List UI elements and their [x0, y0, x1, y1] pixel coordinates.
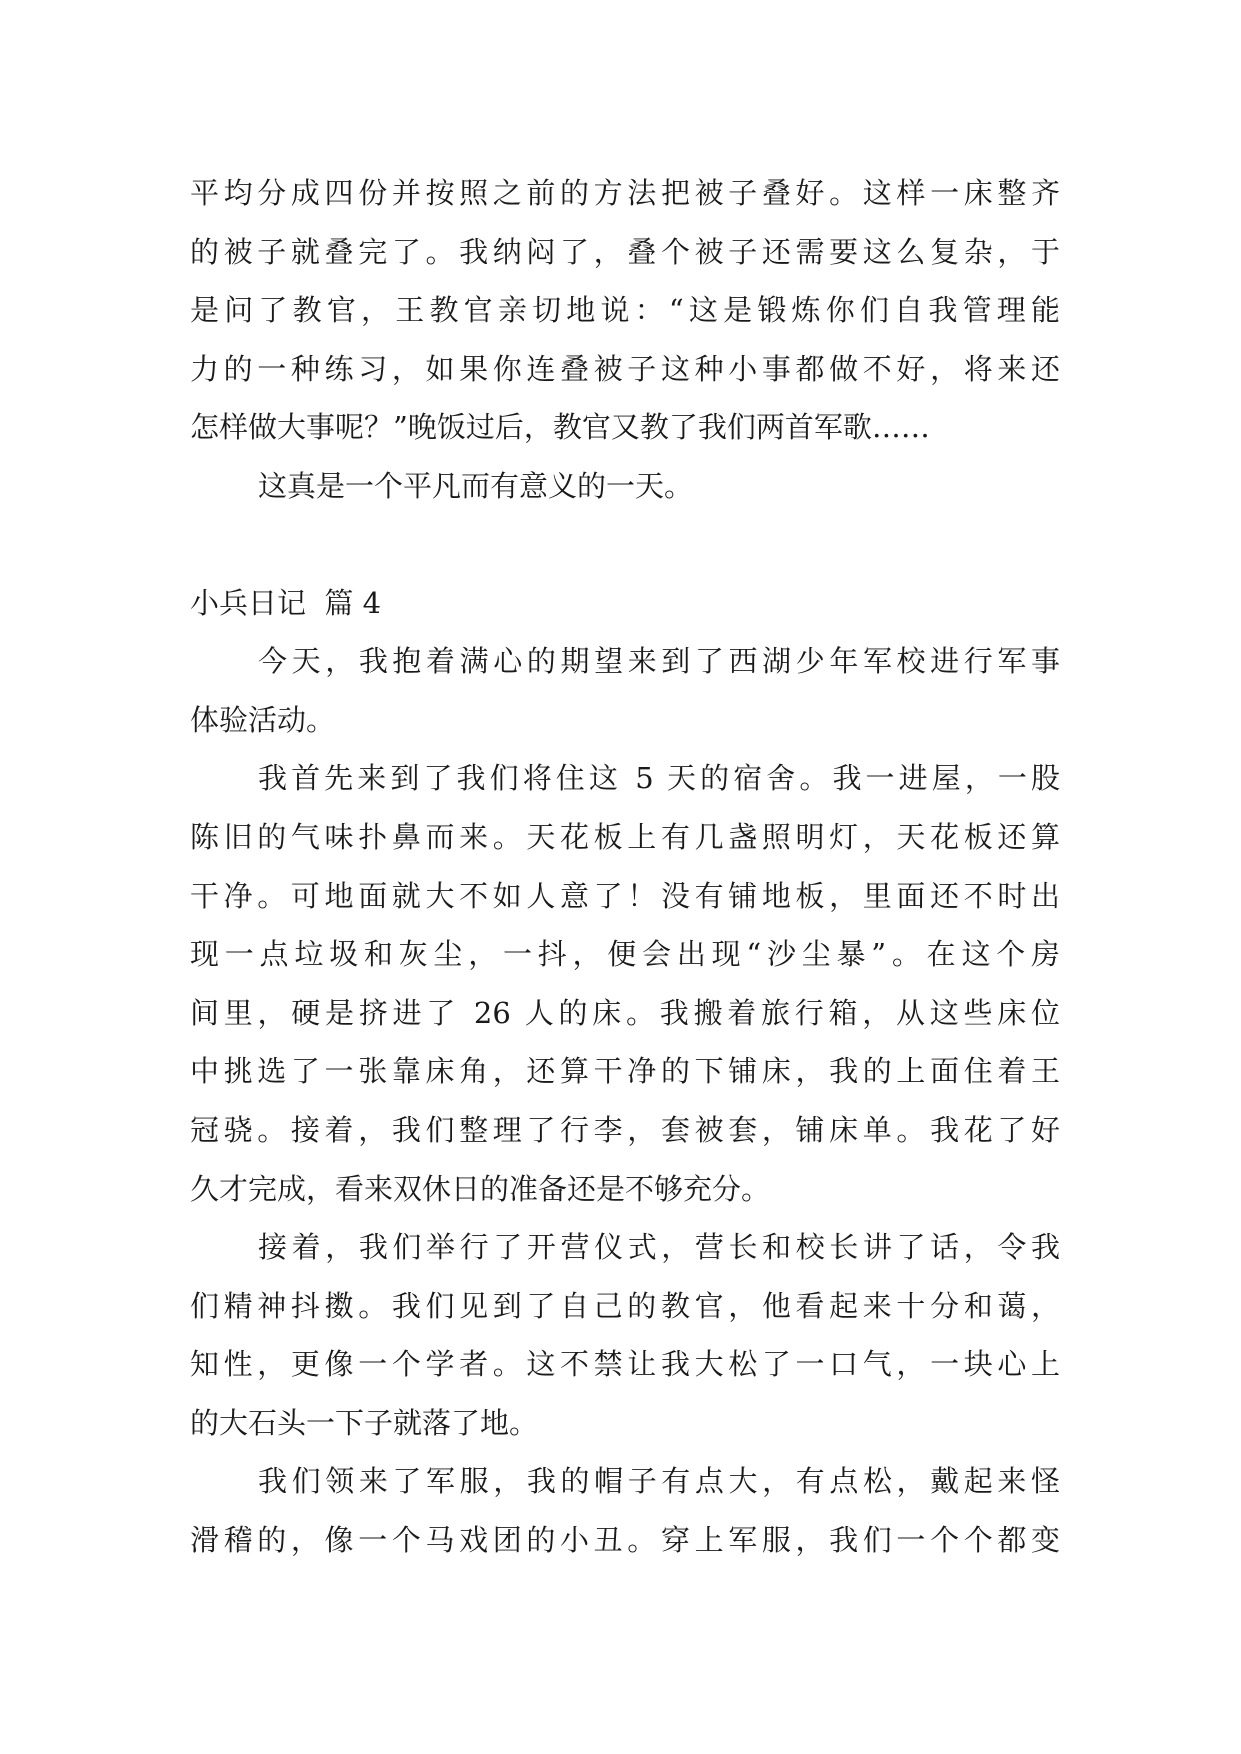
paragraph-3 [190, 1218, 1060, 1452]
text-line: 们精神抖擞。我们见到了自己的教官，他看起来十分和蔼， [190, 1288, 1060, 1323]
text-line: 间里，硬是挤进了 26 人的床。我搬着旅行箱，从这些床位 [190, 995, 1060, 1030]
paragraph-4 [190, 1452, 1060, 1569]
closing-line: 这真是一个平凡而有意义的一天。 [258, 468, 694, 503]
paragraph-1 [190, 632, 1060, 749]
text-line: 中挑选了一张靠床角，还算干净的下铺床，我的上面住着王 [190, 1054, 1060, 1089]
text-line: 陈旧的气味扑鼻而来。天花板上有几盏照明灯，天花板还算 [190, 819, 1060, 854]
section-gap [190, 516, 1060, 574]
text-line: 我们领来了军服，我的帽子有点大，有点松，戴起来怪 [258, 1464, 1060, 1499]
text-line: 接着，我们举行了开营仪式，营长和校长讲了话，令我 [258, 1230, 1060, 1265]
top-paragraph [190, 164, 1060, 457]
text-line: 是问了教官，王教官亲切地说：“这是锻炼你们自我管理能 [190, 293, 1060, 328]
text-line: 干净。可地面就大不如人意了！没有铺地板，里面还不时出 [190, 878, 1060, 913]
section-title: 小兵日记 篇 4 [190, 585, 382, 620]
text-line: 我首先来到了我们将住这 5 天的宿舍。我一进屋，一股 [258, 761, 1060, 796]
text-line: 冠骁。接着，我们整理了行李，套被套，铺床单。我花了好 [190, 1112, 1060, 1147]
text-line: 今天，我抱着满心的期望来到了西湖少年军校进行军事 [258, 644, 1060, 679]
text-line: 力的一种练习，如果你连叠被子这种小事都做不好，将来还 [190, 351, 1060, 386]
text-line: 现一点垃圾和灰尘，一抖，便会出现“沙尘暴”。在这个房 [190, 937, 1060, 972]
paragraph-2 [190, 749, 1060, 1218]
document-page [190, 164, 1060, 1570]
text-line: 平均分成四份并按照之前的方法把被子叠好。这样一床整齐 [190, 176, 1060, 210]
text-line: 滑稽的，像一个马戏团的小丑。穿上军服，我们一个个都变 [190, 1523, 1060, 1558]
text-line: 怎样做大事呢？”晚饭过后，教官又教了我们两首军歌…… [190, 410, 930, 445]
text-line: 的被子就叠完了。我纳闷了，叠个被子还需要这么复杂，于 [190, 234, 1060, 269]
text-line: 体验活动。 [190, 702, 336, 737]
text-line: 的大石头一下子就落了地。 [190, 1405, 539, 1440]
text-line: 知性，更像一个学者。这不禁让我大松了一口气，一块心上 [190, 1347, 1060, 1382]
text-line: 久才完成，看来双休日的准备还是不够充分。 [190, 1171, 771, 1206]
